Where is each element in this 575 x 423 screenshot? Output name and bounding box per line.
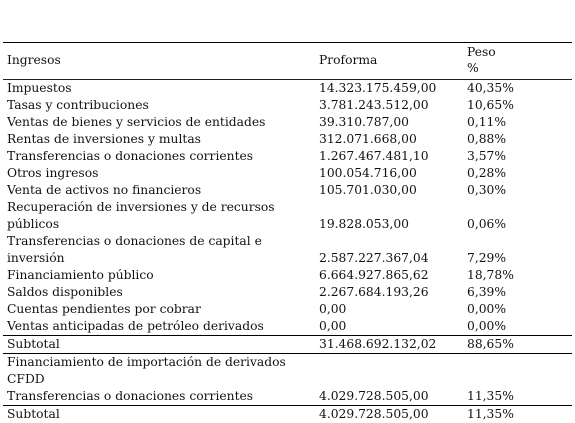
row-pct: 40,35% xyxy=(467,81,514,95)
header-peso-line2: % xyxy=(467,61,479,75)
row-label: Transferencias o donaciones de capital e inversión xyxy=(7,234,262,265)
section-heading: Financiamiento de importación de derivados CFDD xyxy=(7,355,286,386)
row-pct: 0,06% xyxy=(467,217,507,231)
header-peso-line1: Peso xyxy=(467,45,496,59)
row-label: Financiamiento público xyxy=(7,268,154,282)
row-amount: 2.587.227.367,04 xyxy=(319,251,429,265)
row-label: Transferencias o donaciones corrientes xyxy=(7,149,254,163)
row-amount: 1.267.467.481,10 xyxy=(319,149,429,163)
row-amount: 3.781.243.512,00 xyxy=(319,98,429,112)
table-row xyxy=(0,388,575,405)
row-label: Venta de activos no financieros xyxy=(7,183,202,197)
row-pct: 0,28% xyxy=(467,166,507,180)
row-amount: 39.310.787,00 xyxy=(319,115,409,129)
table-header xyxy=(0,42,575,78)
row-amount: 2.267.684.193,26 xyxy=(319,285,429,299)
table-row xyxy=(0,97,575,114)
row-pct: 0,88% xyxy=(467,132,507,146)
row-amount: 312.071.668,00 xyxy=(319,132,417,146)
row-amount: 100.054.716,00 xyxy=(319,166,417,180)
table-row xyxy=(0,199,575,233)
row-label: Recuperación de inversiones y de recursos públicos xyxy=(7,200,275,231)
table-row xyxy=(0,114,575,131)
table-row xyxy=(0,165,575,182)
row-pct: 0,00% xyxy=(467,319,507,333)
row-pct: 10,65% xyxy=(467,98,514,112)
table-row xyxy=(0,284,575,301)
subtotal-pct: 11,35% xyxy=(467,407,514,421)
row-amount: 105.701.030,00 xyxy=(319,183,417,197)
row-label: Impuestos xyxy=(7,81,72,95)
table-row xyxy=(0,318,575,335)
subtotal-amount: 31.468.692.132,02 xyxy=(319,337,437,351)
row-pct: 0,11% xyxy=(467,115,507,129)
row-label: Tasas y contribuciones xyxy=(7,98,149,112)
row-label: Ventas de bienes y servicios de entidades xyxy=(7,115,266,129)
row-pct: 11,35% xyxy=(467,389,514,403)
row-amount: 0,00 xyxy=(319,302,347,316)
header-proforma: Proforma xyxy=(319,53,378,67)
row-pct: 6,39% xyxy=(467,285,507,299)
row-amount: 14.323.175.459,00 xyxy=(319,81,437,95)
row-label: Otros ingresos xyxy=(7,166,99,180)
header-peso xyxy=(467,44,496,76)
income-table xyxy=(0,42,575,421)
row-amount: 0,00 xyxy=(319,319,347,333)
row-amount: 6.664.927.865,62 xyxy=(319,268,429,282)
table-row xyxy=(0,80,575,97)
row-pct: 0,30% xyxy=(467,183,507,197)
row-pct: 3,57% xyxy=(467,149,507,163)
row-pct: 18,78% xyxy=(467,268,514,282)
row-amount: 19.828.053,00 xyxy=(319,217,409,231)
subtotal-row xyxy=(0,406,575,423)
row-label: Ventas anticipadas de petróleo derivados xyxy=(7,319,264,333)
subtotal-row xyxy=(0,336,575,353)
table-row xyxy=(0,131,575,148)
table-row xyxy=(0,148,575,165)
row-label: Saldos disponibles xyxy=(7,285,123,299)
section-heading-row xyxy=(0,354,575,388)
subtotal-pct: 88,65% xyxy=(467,337,514,351)
table-row xyxy=(0,233,575,267)
row-pct: 7,29% xyxy=(467,251,507,265)
subtotal-amount: 4.029.728.505,00 xyxy=(319,407,429,421)
table-row xyxy=(0,267,575,284)
header-ingresos: Ingresos xyxy=(7,53,61,67)
table-body xyxy=(0,80,575,423)
row-label: Cuentas pendientes por cobrar xyxy=(7,302,201,316)
subtotal-label: Subtotal xyxy=(7,337,60,351)
row-amount: 4.029.728.505,00 xyxy=(319,389,429,403)
subtotal-label: Subtotal xyxy=(7,407,60,421)
table-row xyxy=(0,182,575,199)
row-label: Rentas de inversiones y multas xyxy=(7,132,201,146)
row-pct: 0,00% xyxy=(467,302,507,316)
row-label: Transferencias o donaciones corrientes xyxy=(7,389,254,403)
table-row xyxy=(0,301,575,318)
